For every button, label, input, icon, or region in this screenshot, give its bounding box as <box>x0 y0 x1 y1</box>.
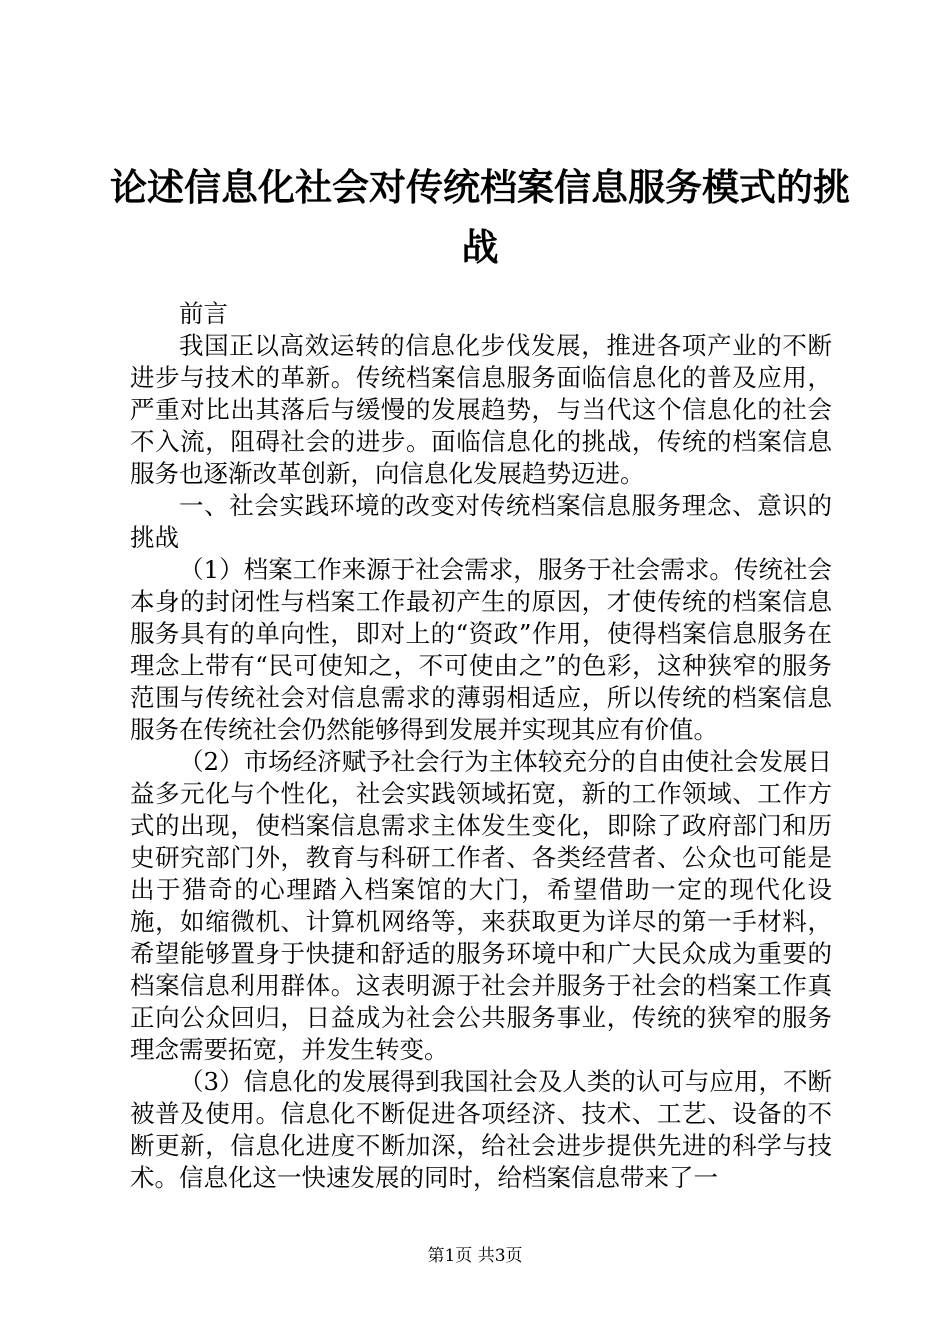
paragraph-point-2: （2）市场经济赋予社会行为主体较充分的自由使社会发展日益多元化与个性化，社会实践领域拓宽，新的工作领域、工作方式的出现，使档案信息需求主体发生变化，即除了政府部门和历史研究部门外，教育与科研工作者、各类经营者、公众也可能是出于猎奇的心理踏入档案馆的大门，希望借助一定的现代化设施，如缩微机、计算机网络等，来获取更为详尽的第一手材料，希望能够置身于快捷和舒适的服务环境中和广大民众成为重要的档案信息利用群体。这表明源于社会并服务于社会的档案工作真正向公众回归，日益成为社会公共服务事业，传统的狭窄的服务理念需要拓宽，并发生转变。 <box>130 747 832 1064</box>
page-footer: 第1页 共3页 <box>427 1246 523 1266</box>
paragraph-point-3: （3）信息化的发展得到我国社会及人类的认可与应用，不断被普及使用。信息化不断促进各项经济、技术、工艺、设备的不断更新，信息化进度不断加深，给社会进步提供先进的科学与技术。信息化这一快速发展的同时，给档案信息带来了一 <box>130 1067 832 1192</box>
document-title: 论述信息化社会对传统档案信息服务模式的挑战 <box>110 166 850 269</box>
paragraph-intro: 我国正以高效运转的信息化步伐发展，推进各项产业的不断进步与技术的革新。传统档案信息服务面临信息化的普及应用，严重对比出其落后与缓慢的发展趋势，与当代这个信息化的社会不入流，阻碍社会的进步。面临信息化的挑战，传统的档案信息服务也逐渐改革创新，向信息化发展趋势迈进。 <box>130 331 832 488</box>
paragraph-preface: 前言 <box>179 299 228 328</box>
document-body <box>130 298 832 1194</box>
paragraph-point-1: （1）档案工作来源于社会需求，服务于社会需求。传统社会本身的封闭性与档案工作最初产生的原因，才使传统的档案信息服务具有的单向性，即对上的“资政”作用，使得档案信息服务在理念上带有“民可使知之，不可使由之”的色彩，这种狭窄的服务范围与传统社会对信息需求的薄弱相适应，所以传统的档案信息服务在传统社会仍然能够得到发展并实现其应有价值。 <box>130 555 832 744</box>
section-heading-1: 一、社会实践环境的改变对传统档案信息服务理念、意识的挑战 <box>130 491 832 552</box>
